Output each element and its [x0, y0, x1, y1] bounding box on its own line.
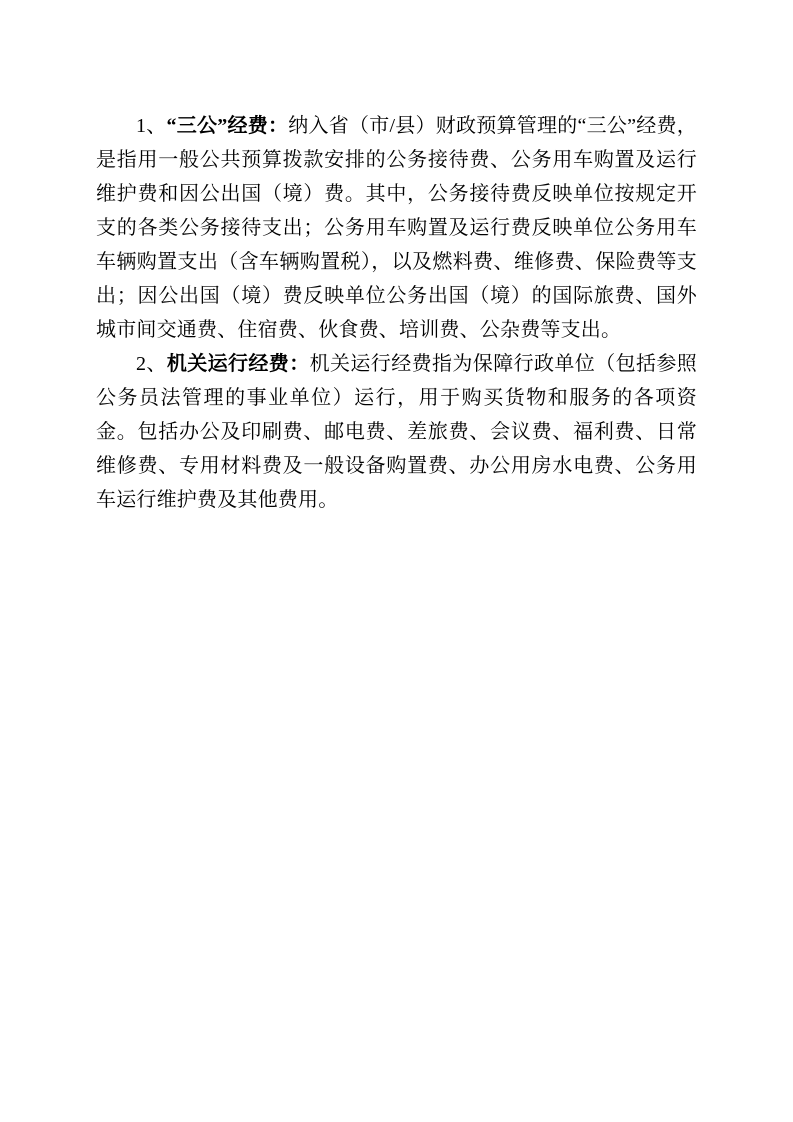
paragraph-label: 机关运行经费：	[166, 353, 310, 375]
paragraph-text: 机关运行经费指为保障行政单位（包括参照公务员法管理的事业单位）运行，用于购买货物和服务的各项资金。包括办公及印刷费、邮电费、差旅费、会议费、福利费、日常维修费、专用材料费及一般设备购置费、办公用房水电费、公务用车运行维护费及其他费用。	[96, 353, 697, 511]
paragraph-number: 1、	[136, 115, 167, 137]
paragraph-number: 2、	[136, 353, 167, 375]
paragraph-label: “三公”经费：	[166, 115, 289, 137]
paragraph-text: 纳入省（市/县）财政预算管理的“三公”经费，是指用一般公共预算拨款安排的公务接待费、公务用车购置及运行维护费和因公出国（境）费。其中，公务接待费反映单位按规定开支的各类公务接待支出；公务用车购置及运行费反映单位公务用车车辆购置支出（含车辆购置税），以及燃料费、维修费、保险费等支出；因公出国（境）费反映单位公务出国（境）的国际旅费、国外城市间交通费、住宿费、伙食费、培训费、公杂费等支出。	[96, 115, 697, 341]
document-body	[96, 109, 697, 517]
paragraph-sangong-funds	[96, 109, 697, 347]
paragraph-agency-operating-funds	[96, 347, 697, 517]
